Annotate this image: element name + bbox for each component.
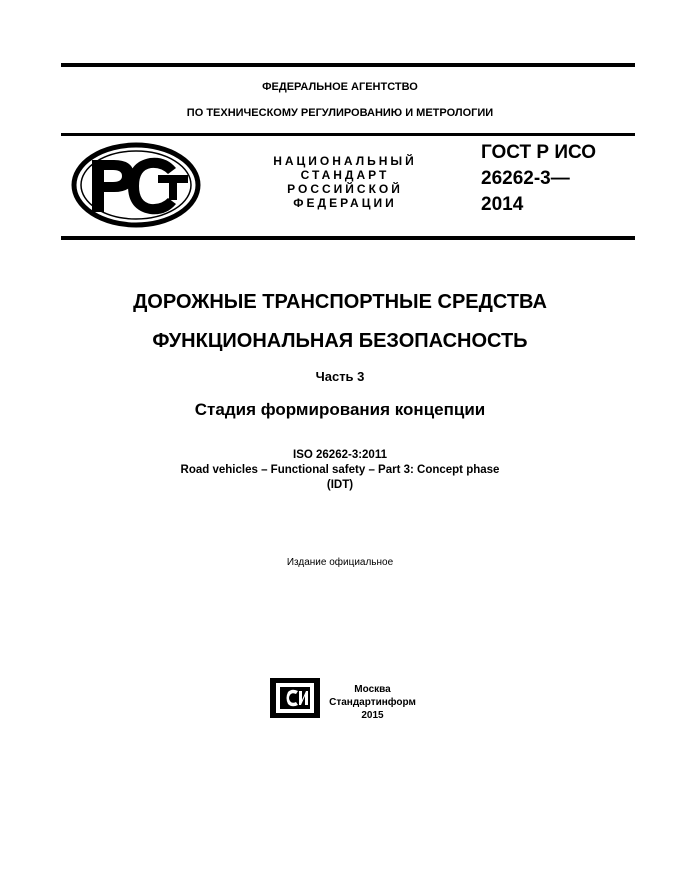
gost-designation xyxy=(481,140,631,218)
agency-line-1: ФЕДЕРАЛЬНОЕ АГЕНТСТВО xyxy=(262,81,418,93)
phase-title: Стадия формирования концепции xyxy=(194,400,486,419)
iso-degree: (IDT) xyxy=(326,479,354,491)
top-rule xyxy=(61,63,635,67)
publisher-year: 2015 xyxy=(361,710,384,721)
iso-reference xyxy=(0,448,680,493)
gost-line: 26262-3— xyxy=(481,168,570,189)
gost-line: ГОСТ Р ИСО xyxy=(481,142,597,163)
gost-line: 2014 xyxy=(481,194,524,215)
title-line-2: ФУНКЦИОНАЛЬНАЯ БЕЗОПАСНОСТЬ xyxy=(152,330,528,352)
national-line: НАЦИОНАЛЬНЫЙ xyxy=(273,154,417,168)
publisher-city: Москва xyxy=(354,684,391,695)
rst-certification-mark-icon xyxy=(70,142,202,228)
edition-label: Издание официальное xyxy=(286,557,394,568)
iso-english-title: Road vehicles – Functional safety – Part 3: Concept phase xyxy=(180,464,500,476)
national-standard-label xyxy=(255,154,435,210)
header-rule xyxy=(61,133,635,136)
iso-number: ISO 26262-3:2011 xyxy=(293,449,387,461)
agency-line-2: ПО ТЕХНИЧЕСКОМУ РЕГУЛИРОВАНИЮ И МЕТРОЛОГИИ xyxy=(186,107,494,119)
block-rule xyxy=(61,236,635,240)
title-line-1: ДОРОЖНЫЕ ТРАНСПОРТНЫЕ СРЕДСТВА xyxy=(133,291,547,313)
publisher-block xyxy=(325,683,420,722)
national-line: РОССИЙСКОЙ xyxy=(287,182,403,196)
part-label: Часть 3 xyxy=(315,369,365,384)
national-line: ФЕДЕРАЦИИ xyxy=(293,196,397,210)
national-line: СТАНДАРТ xyxy=(300,168,390,182)
publisher-name: Стандартинформ xyxy=(329,697,416,708)
standartinform-logo-icon xyxy=(268,676,322,720)
